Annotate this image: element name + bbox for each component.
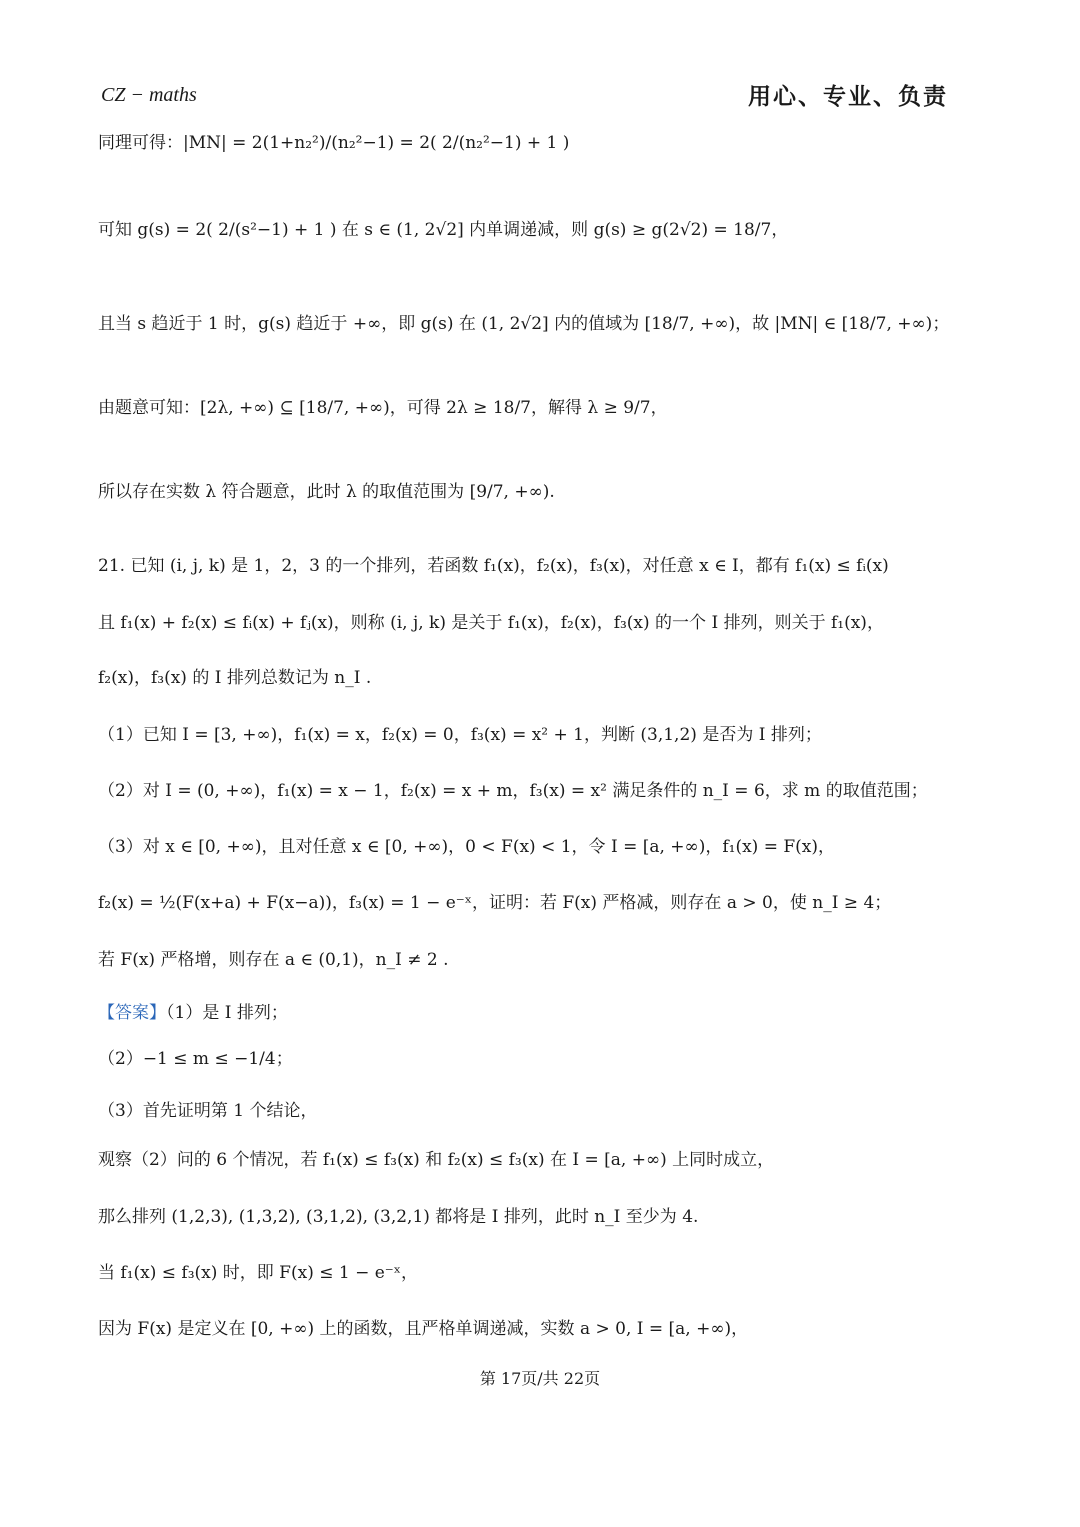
answer-4: 观察（2）问的 6 个情况，若 f₁(x) ≤ f₃(x) 和 f₂(x) ≤ f₃(x) 在 I = [a, +∞) 上同时成立， <box>98 1150 775 1170</box>
header-left: CZ − maths <box>101 84 197 106</box>
q21-part1: （1）已知 I = [3, +∞)，f₁(x) = x，f₂(x) = 0，f₃(x) = x² + 1，判断 (3,1,2) 是否为 I 排列； <box>98 725 822 745</box>
answer-text: （1）是 I 排列； <box>166 1003 288 1023</box>
line-range: 且当 s 趋近于 1 时，g(s) 趋近于 +∞，即 g(s) 在 (1, 2√2] 内的值域为 [18/7, +∞)，故 |MN| ∈ [18/7, +∞)； <box>98 314 950 334</box>
answer-2: （2）−1 ≤ m ≤ −1/4； <box>98 1049 293 1069</box>
header-right: 用心、专业、负责 <box>748 84 948 110</box>
page-footer: 第 17页/共 22页 <box>479 1369 601 1388</box>
line-conclusion: 所以存在实数 λ 符合题意，此时 λ 的取值范围为 [9/7, +∞). <box>98 482 555 502</box>
line-mn: 同理可得：|MN| = 2(1+n₂²)/(n₂²−1) = 2( 2/(n₂²−1) + 1 ) <box>98 133 570 153</box>
answer-3: （3）首先证明第 1 个结论， <box>98 1101 318 1121</box>
answer-line <box>98 1003 288 1023</box>
answer-6: 当 f₁(x) ≤ f₃(x) 时，即 F(x) ≤ 1 − e⁻ˣ， <box>98 1263 418 1283</box>
answer-7: 因为 F(x) 是定义在 [0, +∞) 上的函数，且严格单调递减，实数 a > 0, I = [a, +∞)， <box>98 1319 749 1339</box>
q21-line3: f₂(x)，f₃(x) 的 I 排列总数记为 n_I . <box>98 668 372 688</box>
q21-part3-b: f₂(x) = ½(F(x+a) + F(x−a))，f₃(x) = 1 − e⁻ˣ，证明：若 F(x) 严格减，则存在 a > 0，使 n_I ≥ 4； <box>98 893 892 913</box>
q21-part2: （2）对 I = (0, +∞)，f₁(x) = x − 1，f₂(x) = x + m，f₃(x) = x² 满足条件的 n_I = 6，求 m 的取值范围； <box>98 781 928 801</box>
answer-5: 那么排列 (1,2,3), (1,3,2), (3,1,2), (3,2,1) 都将是 I 排列，此时 n_I 至少为 4. <box>98 1207 699 1227</box>
line-gs: 可知 g(s) = 2( 2/(s²−1) + 1 ) 在 s ∈ (1, 2√2] 内单调递减，则 g(s) ≥ g(2√2) = 18/7， <box>98 220 789 240</box>
answer-tag: 【答案】 <box>98 1003 166 1023</box>
line-lambda: 由题意可知：[2λ, +∞) ⊆ [18/7, +∞)，可得 2λ ≥ 18/7，解得 λ ≥ 9/7， <box>98 398 668 418</box>
q21-line1: 21. 已知 (i, j, k) 是 1，2，3 的一个排列，若函数 f₁(x)，f₂(x)，f₃(x)，对任意 x ∈ I，都有 f₁(x) ≤ fᵢ(x) <box>98 556 889 576</box>
q21-line2: 且 f₁(x) + f₂(x) ≤ fᵢ(x) + fⱼ(x)，则称 (i, j, k) 是关于 f₁(x)，f₂(x)，f₃(x) 的一个 I 排列，则关于 f₁(x)， <box>98 613 884 633</box>
q21-part3-c: 若 F(x) 严格增，则存在 a ∈ (0,1)，n_I ≠ 2 . <box>98 950 449 970</box>
q21-part3-a: （3）对 x ∈ [0, +∞)，且对任意 x ∈ [0, +∞)，0 < F(x) < 1，令 I = [a, +∞)，f₁(x) = F(x)， <box>98 837 835 857</box>
